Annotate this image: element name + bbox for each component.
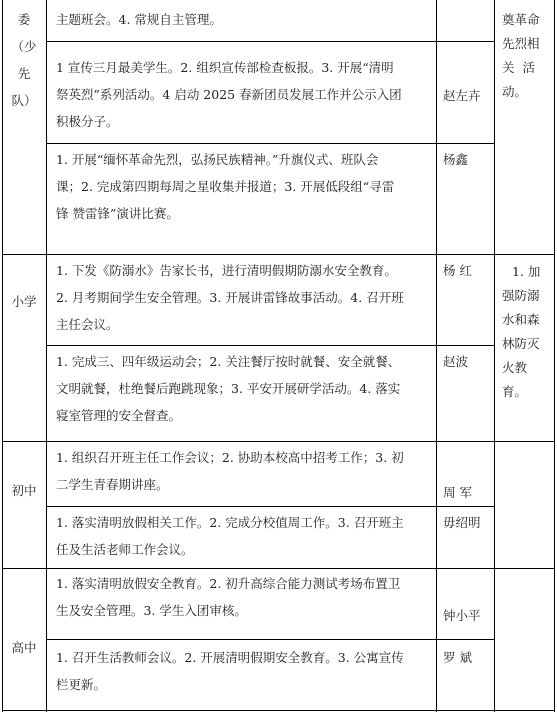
responsible-person: 毋绍明 xyxy=(443,515,481,530)
section-note: 奠革命 先烈相 关 活 动。 xyxy=(502,12,540,99)
section-label: 委 （少 先 队） xyxy=(11,12,37,108)
task-description: 1 宣传三月最美学生。2. 组织宣传部检查板报。3. 开展“清明 祭英烈”系列活动。4 启动 2025 春新团员发展工作并公示入团 积极分子。 xyxy=(56,60,402,129)
column-divider xyxy=(436,0,437,712)
section-note: 1. 加 强防溺 水和森 林防灭 火教 育。 xyxy=(502,264,541,399)
task-description: 1. 开展“缅怀革命先烈，弘扬民族精神。”升旗仪式、班队会 课；2. 完成第四期每周之星收集并报道；3. 开展低段组“寻雷 锋 赞雷锋”演讲比赛。 xyxy=(56,152,395,221)
section-label: 小学 xyxy=(11,294,37,309)
responsible-person: 杨鑫 xyxy=(443,152,469,167)
section-divider xyxy=(2,441,555,442)
row-divider xyxy=(46,345,494,346)
task-description: 主题班会。4. 常规自主管理。 xyxy=(56,12,222,27)
row-divider xyxy=(46,506,494,507)
section-divider xyxy=(2,568,555,569)
responsible-person: 钟小平 xyxy=(443,608,481,623)
task-description: 1. 落实清明放假安全教育。2. 初升高综合能力测试考场布置卫 生及安全管理。3. 学生入团审核。 xyxy=(56,576,401,618)
responsible-person: 赵左卉 xyxy=(443,88,481,103)
responsible-person: 赵波 xyxy=(443,354,469,369)
section-label: 高中 xyxy=(11,640,37,655)
section-label: 初中 xyxy=(11,483,37,498)
responsible-person: 周 军 xyxy=(443,485,472,500)
table-border-right xyxy=(554,0,555,712)
row-divider xyxy=(46,41,494,42)
task-description: 1. 完成三、四年级运动会；2. 关注餐厅按时就餐、安全就餐、 文明就餐，杜绝餐后跑跳现象；3. 平安开展研学活动。4. 落实 寝室管理的安全督查。 xyxy=(56,354,401,423)
task-description: 1. 下发《防溺水》告家长书，进行清明假期防溺水安全教育。 2. 月考期间学生安全管理。3. 开展讲雷锋故事活动。4. 召开班 主任会议。 xyxy=(56,263,404,332)
responsible-person: 杨 红 xyxy=(443,263,472,278)
row-divider xyxy=(46,143,494,144)
responsible-person: 罗 斌 xyxy=(443,650,472,665)
table-border-bottom xyxy=(2,710,555,711)
row-divider xyxy=(46,639,494,640)
table-border-left xyxy=(2,0,3,712)
task-description: 1. 组织召开班主任工作会议；2. 协助本校高中招考工作；3. 初 二学生青春期讲座。 xyxy=(56,450,404,492)
section-divider xyxy=(2,254,555,255)
task-description: 1. 落实清明放假相关工作。2. 完成分校值周工作。3. 召开班主 任及生活老师工作会议。 xyxy=(56,515,404,557)
task-description: 1. 召开生活教师会议。2. 开展清明假期安全教育。3. 公寓宣传 栏更新。 xyxy=(56,650,404,692)
column-divider xyxy=(46,0,47,712)
column-divider xyxy=(494,0,495,712)
